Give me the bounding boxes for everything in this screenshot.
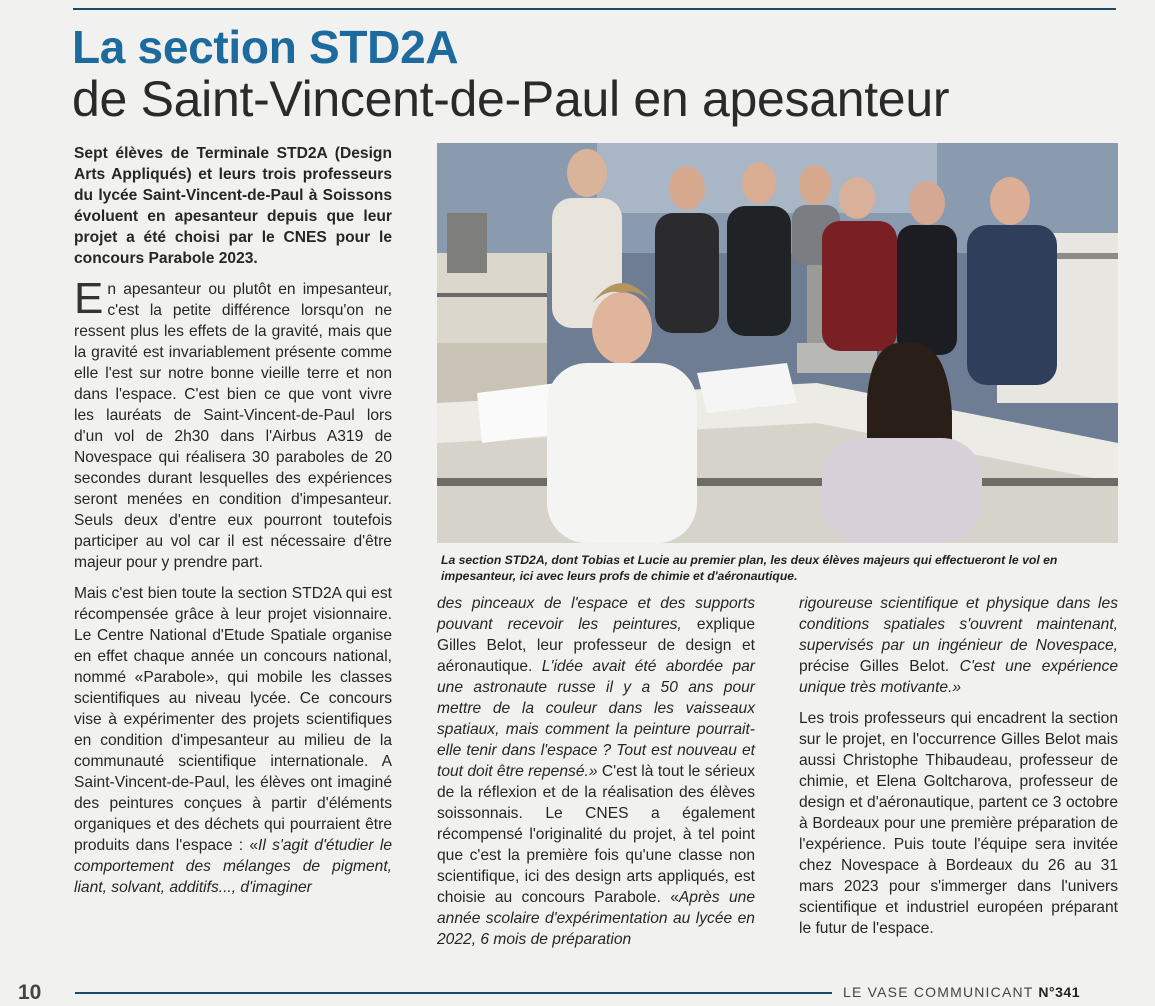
article-paragraph-3: Les trois professeurs qui encadrent la section sur le projet, en l'occurrence Gilles Belot mais aussi Christophe Thibaudeau, professeur de chimie, et Elena Goltcharova, professeur de design et d'aéronautique, partent ce 3 octobre à Bordeaux pour une première préparation de l'expérience. Puis toute l'équipe sera invitée chez Novespace à Bordeaux du 26 au 31 mars 2023 pour s'immerger dans l'univers scientifique et industriel européen préparant le futur de l'espace. xyxy=(799,710,1118,937)
quote-continued: des pinceaux de l'espace et des supports pouvant recevoir les peintures, xyxy=(437,595,755,633)
drop-cap: E xyxy=(74,274,104,323)
headline-secondary: de Saint-Vincent-de-Paul en apesanteur xyxy=(72,71,950,127)
article-paragraph-2 xyxy=(74,583,392,898)
magazine-name xyxy=(843,984,1080,1000)
article-photo xyxy=(437,143,1118,543)
paragraph-2-text: Mais c'est bien toute la section STD2A qui est récompensée grâce à leur projet visionnaire. Le Centre National d'Etude Spatiale organise en effet chaque année un concours national, nommé «Parabole», qui mobile les classes scientifiques au niveau lycée. Ce concours vise à expérimenter des projets scientifiques en condition d'impesanteur au milieu de la communauté scientifique internationale. A Saint-Vincent-de-Paul, les élèves ont imaginé des peintures conçues à partir d'éléments organiques et des déchets qui pourraient être produits dans l'espace : « xyxy=(74,585,392,854)
article-paragraph-2-end xyxy=(799,593,1118,698)
quote-2: L'idée avait été abordée par une astronaute russe il y a 50 ans pour mettre de la couleur dans les vaisseaux spatiaux, mais comment la peinture pourrait-elle tenir dans l'espace ? Tout est nouveau et tout doit être repensé.» xyxy=(437,658,755,780)
paragraph-1-text: n apesanteur ou plutôt en impesanteur, c'est la petite différence lorsqu'on ne ressent plus les effets de la gravité, mais que la gravité est invariablement présente comme elle l'est sur notre bonne vieille terre et non dans l'espace. C'est bien ce que vont vivre les lauréats de Saint-Vincent-de-Paul lors d'un vol de 2h30 dans l'Airbus A319 de Novespace qui réalisera 30 paraboles de 20 secondes durant lesquelles des expériences seront menées en condition d'impesanteur. Seuls deux d'entre eux pourront toutefois participer au vol car il est nécessaire d'être majeur pour y prendre part. xyxy=(74,281,392,571)
attribution-2: précise Gilles Belot. xyxy=(799,658,960,675)
group-photo-illustration xyxy=(437,143,1118,543)
quote-start: Il s'agit d'étudier le comportement des mélanges de pigment, liant, solvant, additifs..., d'imaginer xyxy=(74,837,392,896)
article-column-2 xyxy=(437,593,755,960)
magazine-title: LE VASE COMMUNICANT xyxy=(843,984,1034,1000)
top-rule xyxy=(73,8,1116,10)
footer-rule xyxy=(75,992,832,994)
attribution-1: explique Gilles Belot, leur professeur de design et aéronautique. xyxy=(437,616,756,675)
page-number: 10 xyxy=(18,981,42,1004)
quote-3-start: Après une année scolaire d'expérimentation au lycée en 2022, 6 mois de préparation xyxy=(437,889,755,948)
article-intro: Sept élèves de Terminale STD2A (Design Arts Appliqués) et leurs trois professeurs du lycée Saint-Vincent-de-Paul à Soissons évoluent en apesanteur depuis que leur projet a été choisi par le CNES pour le concours Parabole 2023. xyxy=(74,145,392,267)
article-paragraph-1 xyxy=(74,274,392,573)
paragraph-2-middle: C'est là tout le sérieux de la réflexion et de la réalisation des élèves soissonnais. Le CNES a également récompensé l'originalité du projet, à tel point que c'est la première fois qu'une classe non scientifique, ici des design arts appliqués, est choisie au concours Parabole. « xyxy=(437,763,755,906)
issue-number: N°341 xyxy=(1038,984,1080,1000)
article-paragraph-2-continued xyxy=(437,593,755,950)
photo-caption: La section STD2A, dont Tobias et Lucie au premier plan, les deux élèves majeurs qui effectueront le vol en impesanteur, ici avec leurs profs de chimie et d'aéronautique. xyxy=(441,553,1058,583)
article-column-3 xyxy=(799,593,1118,949)
headline-primary: La section STD2A xyxy=(72,21,459,73)
article-column-1 xyxy=(74,143,392,908)
quote-4: C'est une expérience unique très motivante.» xyxy=(799,658,1118,696)
quote-3-end: rigoureuse scientifique et physique dans les conditions spatiales s'ouvrent maintenant, supervisés par un ingénieur de Novespace, xyxy=(799,595,1118,654)
